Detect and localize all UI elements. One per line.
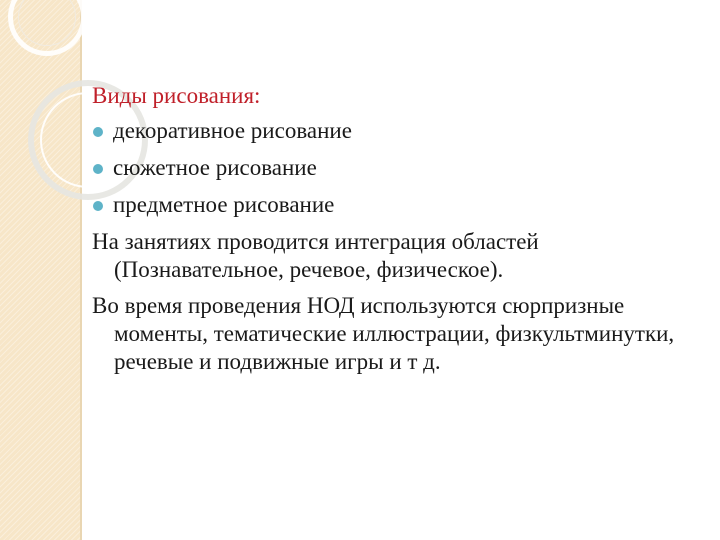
slide-content (92, 82, 702, 384)
decorative-side-band (0, 0, 80, 540)
bullet-item (92, 154, 702, 182)
bullet-item (92, 191, 702, 219)
slide-heading: Виды рисования: (92, 83, 261, 108)
bullet-dot-icon (93, 201, 103, 211)
paragraph-integration: На занятиях проводится интеграция областей (Познавательное, речевое, физическое). (92, 229, 539, 282)
bullet-item (92, 117, 702, 145)
bullet-item-text: предметное рисование (113, 192, 335, 217)
bullet-dot-icon (93, 127, 103, 137)
bullet-item-text: сюжетное рисование (113, 155, 317, 180)
bullet-dot-icon (93, 164, 103, 174)
paragraph-activities: Во время проведения НОД используются сюрпризные моменты, тематические иллюстрации, физкультминутки, речевые и подвижные игры и т д. (92, 293, 675, 374)
bullet-item-text: декоративное рисование (113, 118, 352, 143)
